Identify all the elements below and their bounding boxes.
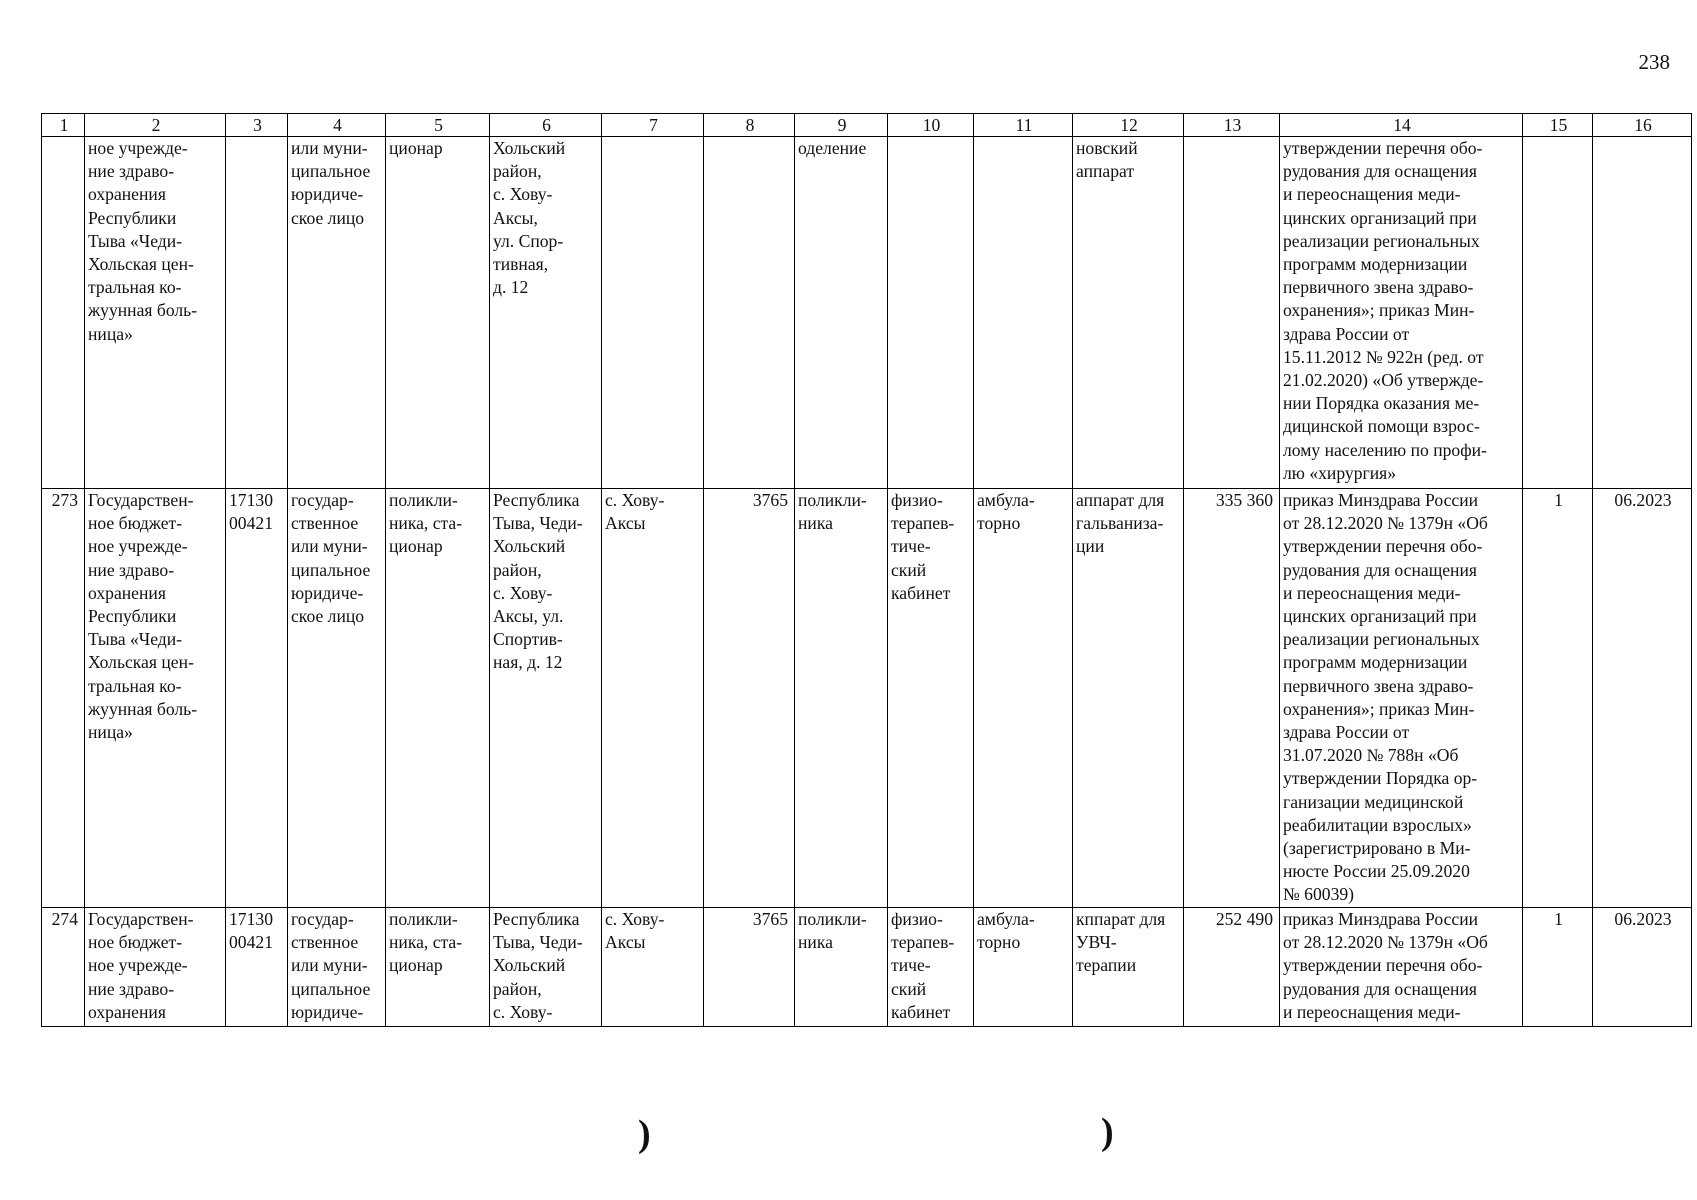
cell-institution-name: Государствен- ное бюджет- ное учрежде- ние здраво- охранения Республики Тыва «Чеди- Хольская цен- тральная ко- жуунная боль- ница»: [85, 489, 226, 908]
cell-cabinet: [888, 137, 974, 489]
cell-department: поликли- ника: [795, 908, 888, 1027]
cell-legal-form: государ- ственное или муни- ципальное юридиче- ское лицо: [288, 489, 386, 908]
cell-date: 06.2023: [1593, 489, 1692, 908]
column-number: 15: [1523, 114, 1593, 137]
cell-quantity: [1523, 137, 1593, 489]
column-number: 16: [1593, 114, 1692, 137]
column-number: 6: [490, 114, 602, 137]
cell-equipment: кппарат для УВЧ- терапии: [1073, 908, 1184, 1027]
cell-unit-type: поликли- ника, ста- ционар: [386, 489, 490, 908]
column-number: 8: [704, 114, 795, 137]
cell-settlement: [602, 137, 704, 489]
column-number: 1: [42, 114, 85, 137]
cell-legal-basis: утверждении перечня обо- рудования для оснащения и переоснащения меди- цинских организаций при реализации региональных программ модернизации первичного звена здраво- охранения»; приказ Мин- здрава России от 15.11.2012 № 922н (ред. от 21.02.2020) «Об утвержде- нии Порядка оказания ме- дицинской помощи взрос- лому населению по профи- лю «хирургия»: [1280, 137, 1523, 489]
column-number: 13: [1184, 114, 1280, 137]
cell-address: Республика Тыва, Чеди- Хольский район, с. Хову- Аксы, ул. Спортив- ная, д. 12: [490, 489, 602, 908]
cell-department: поликли- ника: [795, 489, 888, 908]
table-row-273: [42, 489, 1692, 908]
cell-legal-form: или муни- ципальное юридиче- ское лицо: [288, 137, 386, 489]
column-number: 5: [386, 114, 490, 137]
cell-department: оделение: [795, 137, 888, 489]
cell-population: [704, 137, 795, 489]
column-number: 2: [85, 114, 226, 137]
column-number: 11: [974, 114, 1073, 137]
cell-population: 3765: [704, 908, 795, 1027]
column-number: 14: [1280, 114, 1523, 137]
cell-care-conditions: амбула- торно: [974, 489, 1073, 908]
cell-row-number: [42, 137, 85, 489]
cell-cost: [1184, 137, 1280, 489]
column-number: 3: [226, 114, 288, 137]
cell-row-number: 273: [42, 489, 85, 908]
cell-legal-basis: приказ Минздрава России от 28.12.2020 № 1379н «Об утверждении перечня обо- рудования для оснащения и переоснащения меди-: [1280, 908, 1523, 1027]
cell-care-conditions: [974, 137, 1073, 489]
cell-settlement: с. Хову- Аксы: [602, 908, 704, 1027]
page-number: 238: [1638, 50, 1670, 74]
scan-mark: ): [1101, 1111, 1114, 1153]
cell-legal-form: государ- ственное или муни- ципальное юридиче-: [288, 908, 386, 1027]
table-row-274: [42, 908, 1692, 1027]
cell-row-number: 274: [42, 908, 85, 1027]
cell-quantity: 1: [1523, 489, 1593, 908]
cell-inn: [226, 137, 288, 489]
cell-cabinet: физио- терапев- тиче- ский кабинет: [888, 908, 974, 1027]
cell-equipment: новский аппарат: [1073, 137, 1184, 489]
cell-institution-name: ное учрежде- ние здраво- охранения Республики Тыва «Чеди- Хольская цен- тральная ко- жуунная боль- ница»: [85, 137, 226, 489]
cell-cost: 252 490: [1184, 908, 1280, 1027]
column-number: 10: [888, 114, 974, 137]
column-number: 12: [1073, 114, 1184, 137]
column-number: 7: [602, 114, 704, 137]
cell-unit-type: ционар: [386, 137, 490, 489]
cell-cabinet: физио- терапев- тиче- ский кабинет: [888, 489, 974, 908]
cell-legal-basis: приказ Минздрава России от 28.12.2020 № 1379н «Об утверждении перечня обо- рудования для оснащения и переоснащения меди- цинских организаций при реализации региональных программ модернизации первичного звена здраво- охранения»; приказ Мин- здрава России от 31.07.2020 № 788н «Об утверждении Порядка ор- ганизации медицинской реабилитации взрослых» (зарегистрировано в Ми- нюсте России 25.09.2020 № 60039): [1280, 489, 1523, 908]
equipment-table: [41, 113, 1692, 1027]
cell-care-conditions: амбула- торно: [974, 908, 1073, 1027]
cell-address: Республика Тыва, Чеди- Хольский район, с. Хову-: [490, 908, 602, 1027]
cell-institution-name: Государствен- ное бюджет- ное учрежде- ние здраво- охранения: [85, 908, 226, 1027]
cell-quantity: 1: [1523, 908, 1593, 1027]
cell-address: Хольский район, с. Хову- Аксы, ул. Спор- тивная, д. 12: [490, 137, 602, 489]
column-number: 9: [795, 114, 888, 137]
cell-date: 06.2023: [1593, 908, 1692, 1027]
cell-unit-type: поликли- ника, ста- ционар: [386, 908, 490, 1027]
cell-cost: 335 360: [1184, 489, 1280, 908]
cell-inn: 17130 00421: [226, 489, 288, 908]
column-number: 4: [288, 114, 386, 137]
column-number-row: [42, 114, 1692, 137]
cell-date: [1593, 137, 1692, 489]
cell-inn: 17130 00421: [226, 908, 288, 1027]
scan-mark: ): [638, 1113, 651, 1155]
cell-population: 3765: [704, 489, 795, 908]
cell-settlement: с. Хову- Аксы: [602, 489, 704, 908]
cell-equipment: аппарат для гальваниза- ции: [1073, 489, 1184, 908]
table-row-continuation: [42, 137, 1692, 489]
